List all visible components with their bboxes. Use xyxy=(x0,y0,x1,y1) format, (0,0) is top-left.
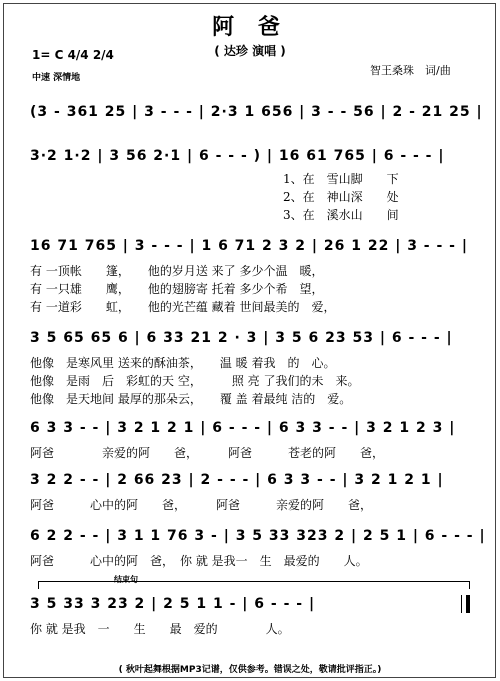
lyric-line: 他像 是雨 后 彩虹的天 空， 照 亮 了我们的未 来。 xyxy=(30,374,360,388)
ending-bracket-tick xyxy=(38,581,39,589)
verse-line: 1、在 雪山脚 下 xyxy=(283,172,399,186)
footnote: ( 秋叶起舞根据MP3记谱，仅供参考。错误之处，敬请批评指正。) xyxy=(118,665,382,675)
section-label: 结束句 xyxy=(114,575,138,584)
tempo-marking: 中速 深情地 xyxy=(32,73,81,83)
credits: 智王桑珠 词/曲 xyxy=(370,64,451,77)
lyric-line: 有 一只雄 鹰， 他的翅膀寄 托着 多少个希 望， xyxy=(30,282,324,296)
music-line: 3·2 1·2 | 3 56 2·1 | 6 - - - ) | 16 61 765 | 6 - - - | xyxy=(30,148,445,164)
music-line: 3 2 2 - - | 2 66 23 | 2 - - - | 6 3 3 - - | 3 2 1 2 1 | xyxy=(30,472,444,488)
song-title: 阿 爸 xyxy=(212,14,288,40)
music-line: 16 71 765 | 3 - - - | 1 6 71 2 3 2 | 26 1 22 | 3 - - - | xyxy=(30,238,468,254)
lyric-line: 你 就 是我 一 生 最 爱的 人。 xyxy=(30,622,290,636)
final-barline-thick xyxy=(466,595,470,613)
lyric-line: 阿爸 心中的阿 爸， 你 就 是我一 生 最爱的 人。 xyxy=(30,554,368,568)
lyric-line: 有 一顶帐 篷， 他的岁月送 来了 多少个温 暖， xyxy=(30,264,324,278)
verse-line: 3、在 溪水山 间 xyxy=(283,208,399,222)
music-line: 3 5 65 65 6 | 6 33 21 2 · 3 | 3 5 6 23 53 | 6 - - - | xyxy=(30,330,453,346)
lyric-line: 他像 是寒风里 送来的酥油茶， 温 暖 着我 的 心。 xyxy=(30,356,336,370)
music-line: 6 3 3 - - | 3 2 1 2 1 | 6 - - - | 6 3 3 - - | 3 2 1 2 3 | xyxy=(30,420,456,436)
ending-bracket-tick xyxy=(469,581,470,589)
key-signature: 1= C 4/4 2/4 xyxy=(32,48,114,62)
lyric-line: 他像 是天地间 最厚的那朵云， 覆 盖 着最纯 洁的 爱。 xyxy=(30,392,352,406)
lyric-line: 阿爸 心中的阿 爸， 阿爸 亲爱的阿 爸， xyxy=(30,498,373,512)
lyric-line: 有 一道彩 虹， 他的光芒蕴 藏着 世间最美的 爱， xyxy=(30,300,336,314)
ending-bracket-line xyxy=(38,581,470,582)
music-line: 6 2 2 - - | 3 1 1 76 3 - | 3 5 33 323 2 | 2 5 1 | 6 - - - | xyxy=(30,528,486,544)
singer-label: ( 达珍 演唱 ) xyxy=(214,44,286,58)
verse-line: 2、在 神山深 处 xyxy=(283,190,399,204)
final-barline-thin xyxy=(461,595,462,613)
music-line: 3 5 33 3 23 2 | 2 5 1 1 - | 6 - - - | xyxy=(30,596,316,612)
music-line: (3 - 361 25 | 3 - - - | 2·3 1 656 | 3 - - 56 | 2 - 21 25 | xyxy=(30,104,483,120)
lyric-line: 阿爸 亲爱的阿 爸， 阿爸 苍老的阿 爸， xyxy=(30,446,385,460)
